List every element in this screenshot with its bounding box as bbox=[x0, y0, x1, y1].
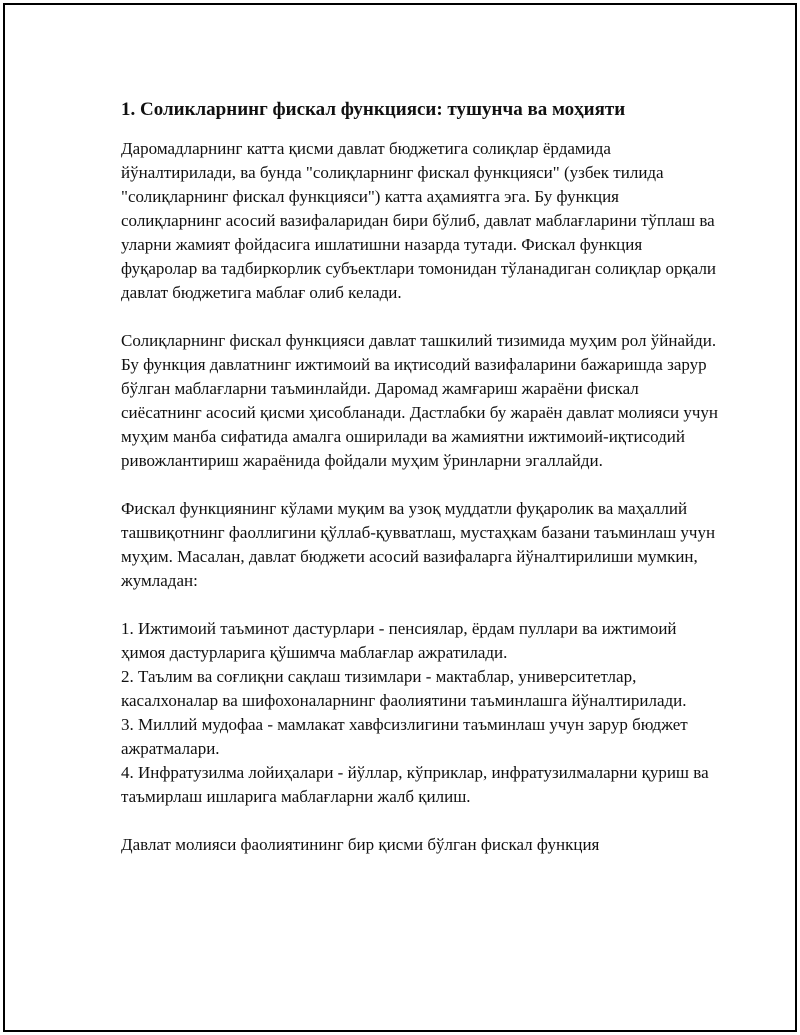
section-heading: 1. Соликларнинг фискал функцияси: тушунча ва моҳияти bbox=[121, 99, 626, 120]
list-item: 2. Таълим ва соғлиқни сақлаш тизимлари - мактаблар, университетлар, касалхоналар ва шифохоналарнинг фаолиятини таъминлашга йўналтирилади. bbox=[121, 667, 687, 710]
paragraph-role: Солиқларнинг фискал функцияси давлат ташкилий тизимида муҳим рол ўйнайди. Бу функция давлатнинг ижтимоий ва иқтисодий вазифаларини бажаришда зарур бўлган маблағларни таъминлайди. Даромад жамғариш жараёни фискал сиёсатнинг асосий қисми ҳисобланади. Дастлабки бу жараён давлат молияси учун муҳим манба сифатида амалга оширилади ва жамиятни ижтимоий-иқтисодий ривожлантириш жараёнида фойдали муҳим ўринларни эгаллайди. bbox=[121, 331, 718, 470]
paragraph-closing: Давлат молияси фаолиятининг бир қисми бўлган фискал функция bbox=[121, 835, 600, 854]
budget-directions-list bbox=[121, 617, 721, 809]
document-body bbox=[121, 95, 721, 857]
list-item: 3. Миллий мудофаа - мамлакат хавфсизлигини таъминлаш учун зарур бюджет ажратмалари. bbox=[121, 715, 688, 758]
paragraph-scope: Фискал функциянинг кўлами муқим ва узоқ муддатли фуқаролик ва маҳаллий ташвиқотнинг фаоллигини қўллаб-қувватлаш, мустаҳкам базани таъминлаш учун муҳим. Масалан, давлат бюджети асосий вазифаларга йўналтирилиши мумкин, жумладан: bbox=[121, 499, 716, 590]
list-item: 4. Инфратузилма лойиҳалари - йўллар, кўприклар, инфратузилмаларни қуриш ва таъмирлаш ишларига маблағларни жалб қилиш. bbox=[121, 763, 709, 806]
list-item: 1. Ижтимоий таъминот дастурлари - пенсиялар, ёрдам пуллари ва ижтимоий ҳимоя дастурларига қўшимча маблағлар ажратилади. bbox=[121, 619, 677, 662]
page-frame bbox=[3, 3, 797, 1032]
paragraph-intro: Даромадларнинг катта қисми давлат бюджетига солиқлар ёрдамида йўналтирилади, ва бунда "солиқларнинг фискал функцияси" (узбек тилида "солиқларнинг фискал функцияси") катта аҳамиятга эга. Бу функция солиқларнинг асосий вазифаларидан бири бўлиб, давлат маблағларини тўплаш ва уларни жамият фойдасига ишлатишни назарда тутади. Фискал функция фуқаролар ва тадбиркорлик субъектлари томонидан тўланадиган солиқлар орқали давлат бюджетига маблағ олиб келади. bbox=[121, 139, 717, 302]
